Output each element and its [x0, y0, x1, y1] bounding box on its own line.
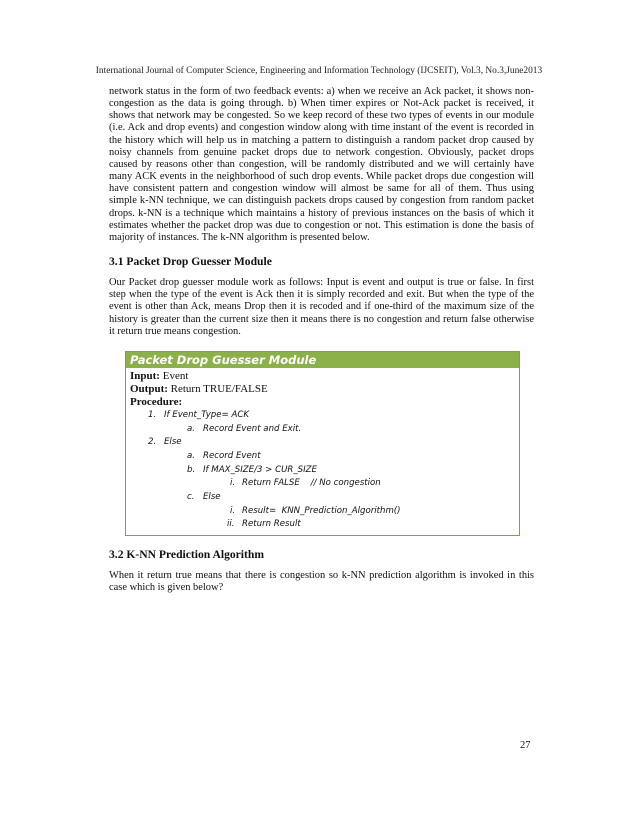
intro-paragraph: network status in the form of two feedback events: a) when we receive an Ack packet, it shows non- congestion as the data is going through. b) When timer expires or Not-Ack packet is received, it shows that network may be congested. So we keep record of these two types of events in our module (i.e. Ack and drop events) and congestion window along with time instant of the event is recorded in the history which will help us in matching a pattern to distinguish a random packet drop caused by noisy channels from genuine packet drops due to network congestion. Obviously, packet drops caused by reasons other than congestion, will be randomly distributed and we will certainly have many ACK events in the neighborhood of such drop events. While packet drops due congestion will have consistent pattern and congestion window will almost be same for all of them. Thus using simple k-NN technique, we can distinguish packets drops caused by congestion from random packet drops. k-NN is a technique which maintains a history of previous instances on the basis of which it estimates whether the packet drop was due to congestion or not. This estimation is done the basis of majority of instances. The k-NN algorithm is presented below.: [109, 86, 534, 243]
procedure-label: Procedure:: [130, 395, 183, 408]
input-label: Input:: [130, 369, 160, 382]
section-3-1-body: Our Packet drop guesser module work as follows: Input is event and output is true or false. In first step when the type of the event is Ack then it is simply recorded and exit. But when the type of the event is other than Ack, means Drop then it is recoded and if one-third of the maximum size of the history is greater than the current size then it means there is no congestion and return false otherwise it return true means congestion.: [109, 277, 534, 337]
section-3-2-title: 3.2 K-NN Prediction Algorithm: [109, 548, 264, 561]
procedure-step: a. Record Event and Exit.: [187, 423, 302, 434]
section-3-1-title: 3.1 Packet Drop Guesser Module: [109, 255, 272, 269]
page-number: 27: [520, 740, 531, 751]
output-label: Output:: [130, 382, 168, 395]
algorithm-box: [125, 351, 520, 536]
running-header: International Journal of Computer Science, Engineering and Information Technology (IJCSEIT), Vol.3, No.3,June2013: [95, 66, 543, 76]
algorithm-input: [130, 370, 515, 383]
procedure-step: i. Result= KNN_Prediction_Algorithm(): [230, 505, 401, 516]
algorithm-body: [126, 368, 519, 535]
output-value: Return TRUE/FALSE: [170, 382, 268, 395]
procedure-step: b. If MAX_SIZE/3 > CUR_SIZE: [187, 464, 317, 475]
algorithm-title: Packet Drop Guesser Module: [126, 352, 519, 368]
procedure-step: c. Else: [187, 491, 221, 502]
page-content: [109, 86, 534, 594]
procedure-step: a. Record Event: [187, 450, 261, 461]
algorithm-output: [130, 383, 515, 396]
procedure-step: ii. Return Result: [227, 519, 301, 530]
procedure-step: 2. Else: [148, 437, 182, 448]
procedure-step: 1. If Event_Type= ACK: [148, 409, 249, 420]
algorithm-procedure: [130, 396, 515, 409]
procedure-step: i. Return FALSE // No congestion: [230, 478, 381, 489]
input-value: Event: [162, 369, 189, 382]
section-3-2-body: When it return true means that there is congestion so k-NN prediction algorithm is invoked in this case which is given below?: [109, 570, 534, 594]
